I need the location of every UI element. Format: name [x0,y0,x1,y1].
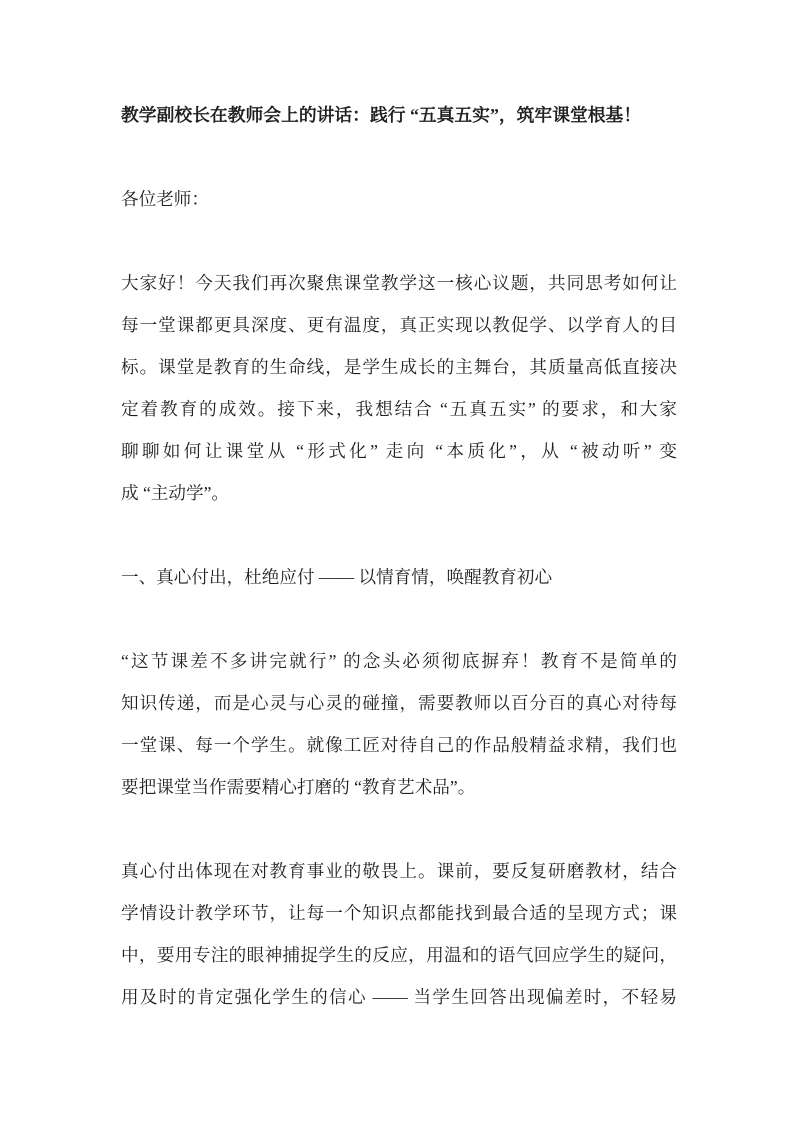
text-line: 用及时的肯定强化学生的信心 —— 当学生回答出现偏差时，不轻易 [121,987,677,1007]
text-line: 真心付出体现在对教育事业的敬畏上。课前，要反复研磨教材，结合 [121,861,677,881]
text-line: 成 “主动学”。 [121,483,229,503]
text-line: 学情设计教学环节，让每一个知识点都能找到最合适的呈现方式；课 [121,903,677,923]
text-line: 每一堂课都更具深度、更有温度，真正实现以教促学、以学育人的目 [121,315,677,335]
text-line: 要把课堂当作需要精心打磨的 “教育艺术品”。 [121,777,476,797]
text-line: 一堂课、每一个学生。就像工匠对待自己的作品般精益求精，我们也 [121,735,677,755]
text-line: 标。课堂是教育的生命线，是学生成长的主舞台，其质量高低直接决 [121,357,677,377]
paragraph-intro [121,262,677,514]
document-title: 教学副校长在教师会上的讲话：践行 “五真五实”，筑牢课堂根基！ [121,105,642,125]
text-line: 中，要用专注的眼神捕捉学生的反应，用温和的语气回应学生的疑问， [121,945,677,965]
section-heading-1 [121,556,677,598]
text-line: 大家好！今天我们再次聚焦课堂教学这一核心议题，共同思考如何让 [121,273,677,293]
salutation: 各位老师： [121,189,209,209]
paragraph-section1-sincerity [121,640,677,808]
text-line: 聊聊如何让课堂从 “形式化” 走向 “本质化”，从 “被动听” 变 [121,441,677,461]
text-line: 一、真心付出，杜绝应付 —— 以情育情，唤醒教育初心 [121,567,553,587]
text-line: 知识传递，而是心灵与心灵的碰撞，需要教师以百分百的真心对待每 [121,693,677,713]
text-line: 定着教育的成效。接下来，我想结合 “五真五实” 的要求，和大家 [121,399,677,419]
paragraph-section1-devotion [121,850,677,1018]
text-line: “这节课差不多讲完就行” 的念头必须彻底摒弃！教育不是简单的 [121,651,677,671]
